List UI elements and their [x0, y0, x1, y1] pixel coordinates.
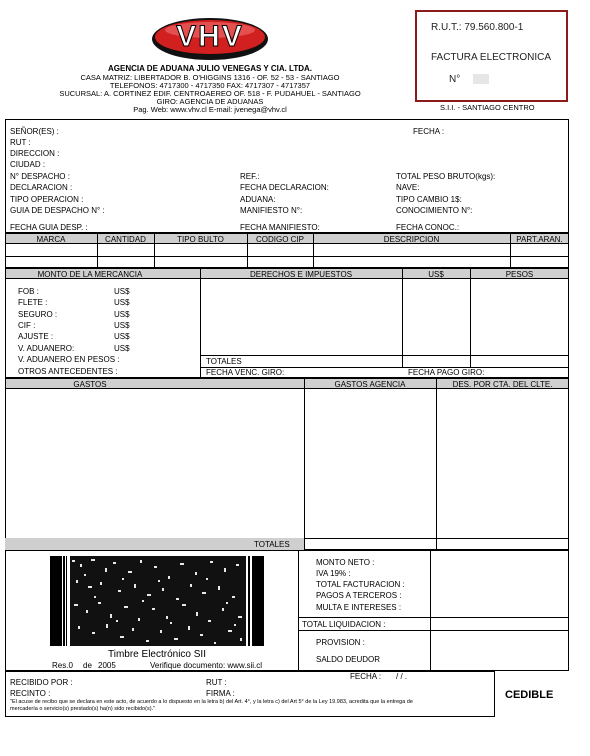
timbre-de: de — [83, 661, 92, 670]
gastos-header: GASTOS — [73, 380, 107, 389]
company-logo — [150, 16, 270, 62]
col-part-aran: PART.ARAN. — [516, 235, 563, 244]
expenses-block — [5, 378, 569, 550]
uss-header: US$ — [428, 270, 444, 279]
fecha-label: FECHA : — [413, 127, 445, 136]
ref-label: REF.: — [240, 172, 260, 181]
v-aduanero-label: V. ADUANERO: — [18, 344, 75, 353]
senor-label: SEÑOR(ES) : — [10, 127, 59, 136]
pagos-terceros-label: PAGOS A TERCEROS : — [316, 591, 402, 600]
legal-notice: "El acuse de recibo que se declara en este acto, de acuerdo a lo dispuesto en la letra b) del Art. 4°, y la letra c) del Art 5° de la Ley 19.983, acredita que la entrega de mercadería o servicio(s) prestado(s) ha(n) sido recibido(s)." — [10, 699, 413, 712]
pesos-header: PESOS — [505, 270, 534, 279]
fecha-declaracion-label: FECHA DECLARACION: — [240, 183, 329, 192]
total-facturacion-label: TOTAL FACTURACION : — [316, 580, 405, 589]
company-giro: GIRO: AGENCIA DE ADUANAS — [156, 97, 264, 106]
provision-label: PROVISION : — [316, 638, 365, 647]
n-despacho-label: N° DESPACHO : — [10, 172, 70, 181]
totales-derechos-label: TOTALES — [206, 357, 242, 366]
tipo-cambio-label: TIPO CAMBIO 1$: — [396, 195, 462, 204]
col-cantidad: CANTIDAD — [105, 235, 146, 244]
invoice-number-placeholder — [473, 74, 489, 84]
company-name: AGENCIA DE ADUANA JULIO VENEGAS Y CIA. LTDA. — [107, 64, 313, 73]
timbre-year: 2005 — [98, 661, 116, 670]
fob-label: FOB : — [18, 287, 39, 296]
aduana-label: ADUANA: — [240, 195, 276, 204]
cedible-label: CEDIBLE — [505, 689, 554, 701]
col-marca: MARCA — [36, 235, 66, 244]
sii-office: S.I.I. - SANTIAGO CENTRO — [440, 103, 535, 112]
col-descripcion: DESCRIPCION — [383, 235, 440, 244]
company-phones: TELEFONOS: 4717300 - 4717350 FAX: 4717307 - 4717357 — [109, 81, 311, 90]
company-branch: SUCURSAL: A. CORTINEZ EDIF. CENTROAEREO OF. 518 - F. PUDAHUEL - SANTIAGO — [59, 89, 361, 98]
declaracion-label: DECLARACION : — [10, 183, 73, 192]
total-peso-label: TOTAL PESO BRUTO(kgs): — [396, 172, 496, 181]
direccion-label: DIRECCION : — [10, 149, 60, 158]
multa-label: MULTA E INTERESES : — [316, 603, 402, 612]
recibido-por-label: RECIBIDO POR : — [10, 678, 73, 687]
des-por-cta-header: DES. POR CTA. DEL CLTE. — [452, 380, 553, 389]
footer-date-placeholder: / / . — [396, 672, 408, 681]
fecha-venc-giro-label: FECHA VENC. GIRO: — [206, 368, 285, 377]
saldo-deudor-label: SALDO DEUDOR — [316, 655, 381, 664]
expenses-totales-label: TOTALES — [254, 540, 290, 549]
derechos-header: DERECHOS E IMPUESTOS — [249, 270, 353, 279]
ciudad-label: CIUDAD : — [10, 160, 46, 169]
timbre-caption: Timbre Electrónico SII — [108, 649, 206, 660]
cif-currency: US$ — [114, 321, 130, 330]
monto-neto-label: MONTO NETO : — [316, 558, 375, 567]
conocimiento-label: CONOCIMIENTO N°: — [396, 206, 473, 215]
guia-despacho-label: GUIA DE DESPACHO N° : — [10, 206, 105, 215]
footer-rut-label: RUT : — [206, 678, 227, 687]
timbre-res: Res.0 — [52, 661, 73, 670]
company-web: Pag. Web: www.vhv.cl E-mail: jvenega@vhv.cl — [133, 105, 287, 114]
manifiesto-label: MANIFIESTO N°: — [240, 206, 303, 215]
v-aduanero-pesos-label: V. ADUANERO EN PESOS : — [18, 355, 120, 364]
company-address: CASA MATRIZ: LIBERTADOR B. O'HIGGINS 1316 - OF. 52 - 53 - SANTIAGO — [80, 73, 340, 82]
v-aduanero-currency: US$ — [114, 344, 130, 353]
ajuste-currency: US$ — [114, 332, 130, 341]
fecha-conoc-label: FECHA CONOC.: — [396, 223, 460, 232]
invoice-rut: R.U.T.: 79.560.800-1 — [431, 22, 524, 33]
col-codigo-cip: CODIGO CIP — [255, 235, 304, 244]
nave-label: NAVE: — [396, 183, 420, 192]
firma-label: FIRMA : — [206, 689, 235, 698]
timbre-verify: Verifique documento: www.sii.cl — [150, 661, 263, 670]
fob-currency: US$ — [114, 287, 130, 296]
total-liquidacion-label: TOTAL LIQUIDACION : — [302, 620, 386, 629]
logo-text: VHV — [176, 20, 244, 53]
fecha-manifiesto-label: FECHA MANIFIESTO: — [240, 223, 320, 232]
cif-label: CIF : — [18, 321, 36, 330]
recinto-label: RECINTO : — [10, 689, 51, 698]
otros-antecedentes-label: OTROS ANTECEDENTES : — [18, 367, 118, 376]
invoice-number-label: N° — [449, 74, 461, 85]
tipo-operacion-label: TIPO OPERACION : — [10, 195, 84, 204]
col-tipo-bulto: TIPO BULTO — [177, 235, 224, 244]
iva-label: IVA 19% : — [316, 569, 351, 578]
footer-fecha-label: FECHA : — [350, 672, 382, 681]
timbre-barcode — [50, 556, 264, 646]
fecha-pago-giro-label: FECHA PAGO GIRO: — [408, 368, 485, 377]
invoice-box — [415, 10, 568, 102]
seguro-currency: US$ — [114, 310, 130, 319]
fecha-guia-label: FECHA GUIA DESP. : — [10, 223, 88, 232]
seguro-label: SEGURO : — [18, 310, 58, 319]
flete-currency: US$ — [114, 298, 130, 307]
flete-label: FLETE : — [18, 298, 48, 307]
monto-header: MONTO DE LA MERCANCIA — [37, 270, 143, 279]
rut-label: RUT : — [10, 138, 31, 147]
ajuste-label: AJUSTE : — [18, 332, 54, 341]
invoice-title: FACTURA ELECTRONICA — [431, 52, 552, 63]
gastos-agencia-header: GASTOS AGENCIA — [334, 380, 406, 389]
pdf417-barcode-graphic — [50, 556, 264, 646]
